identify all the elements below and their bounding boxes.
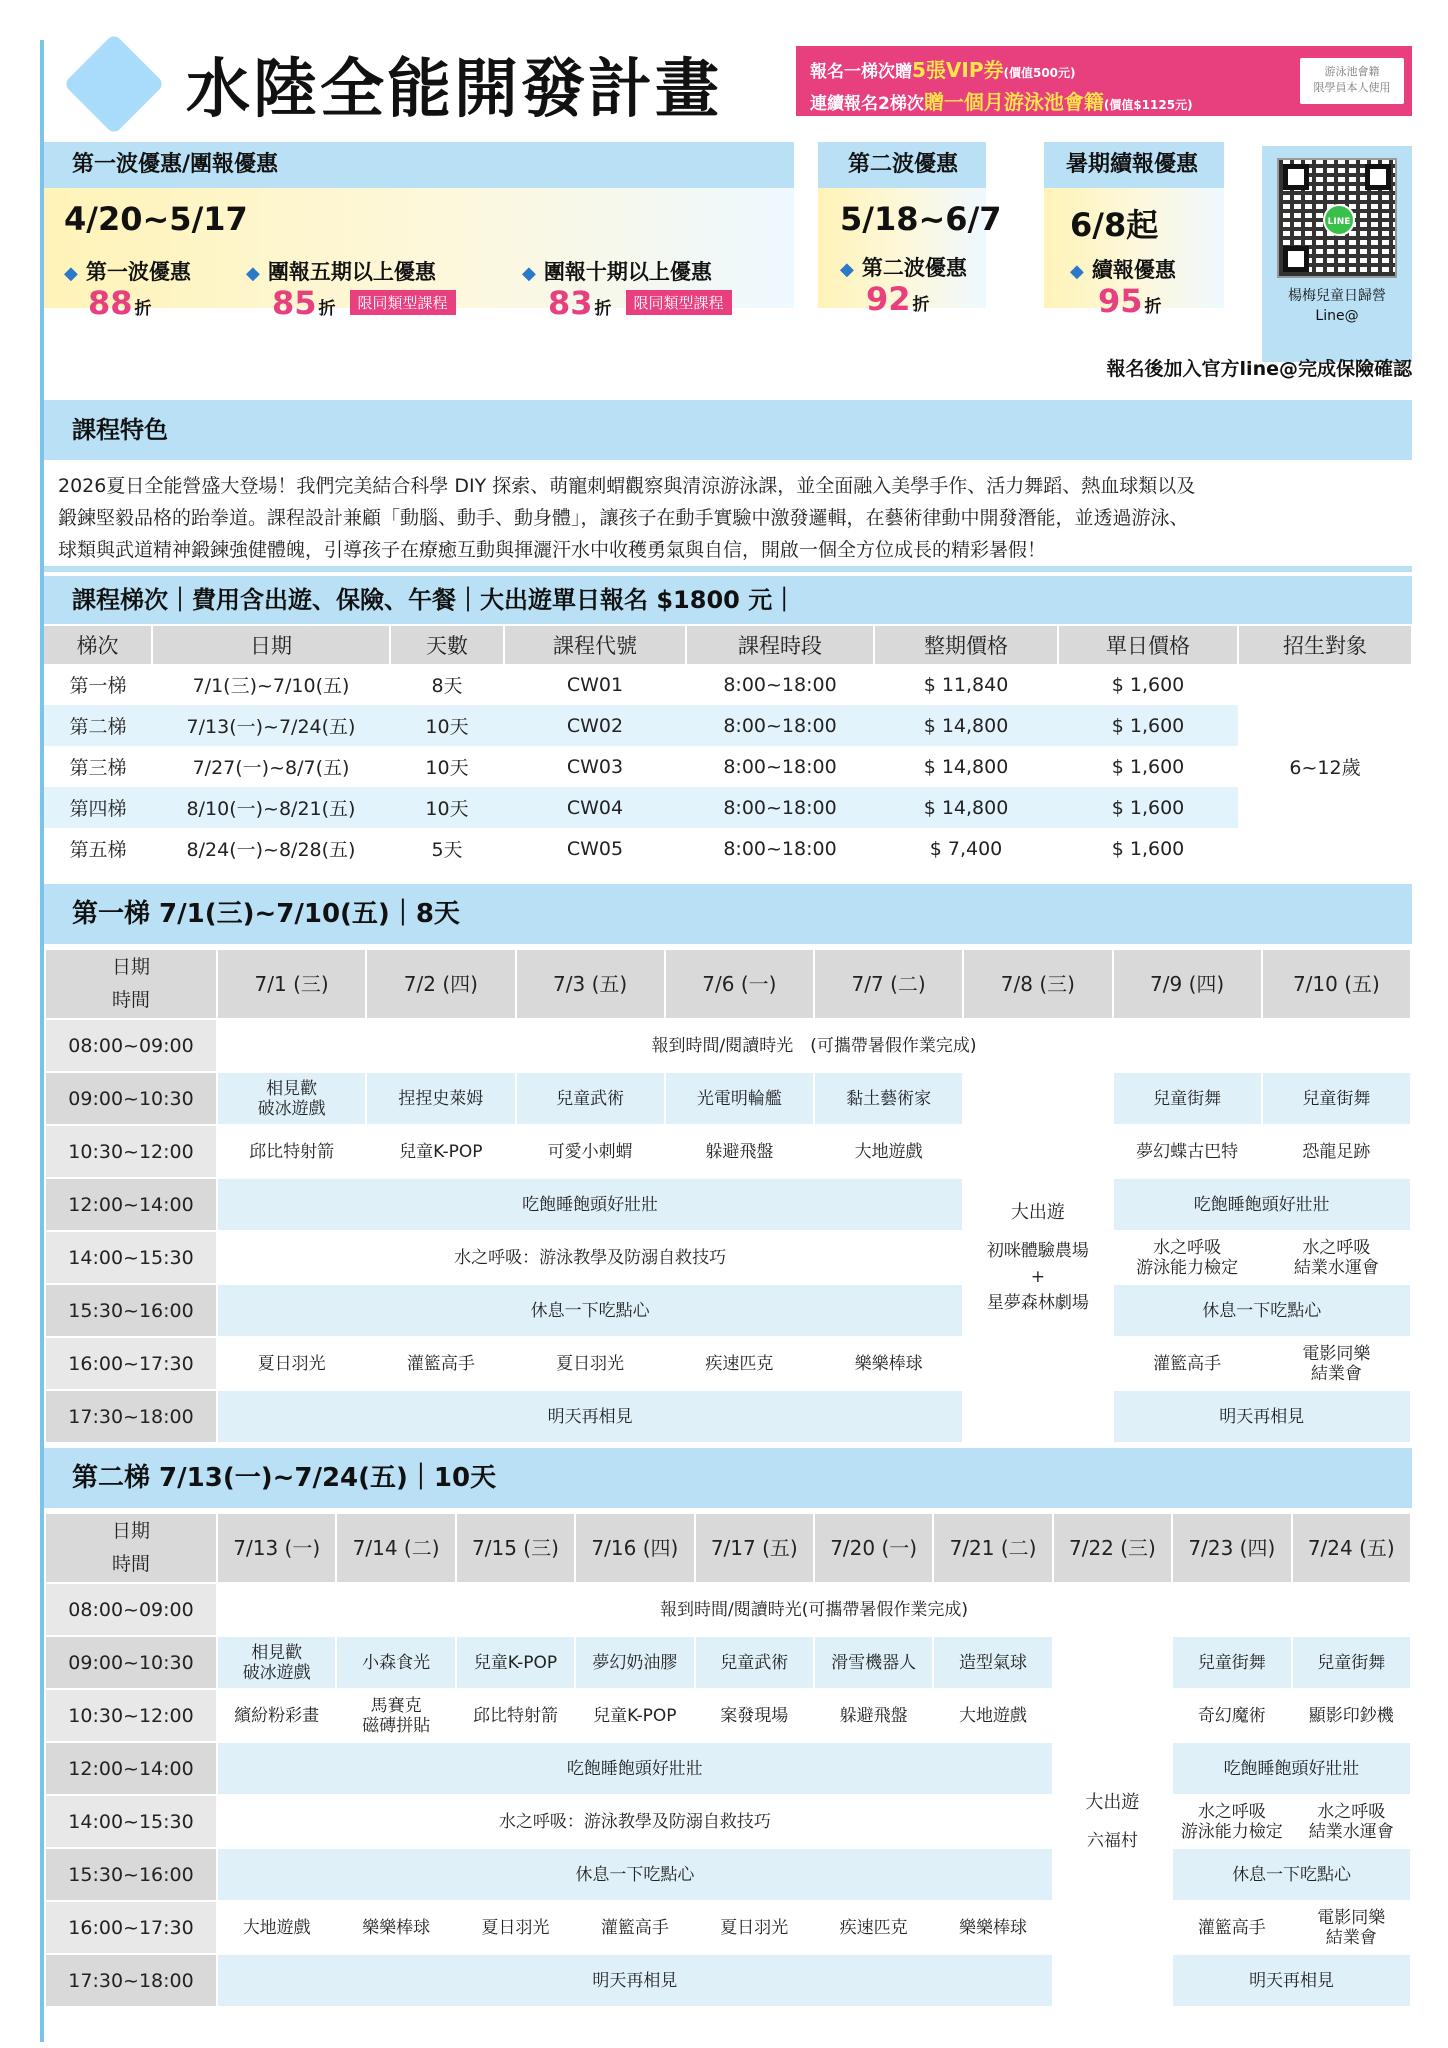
line-logo-icon: LINE <box>1323 204 1355 236</box>
tier-cell: 8:00~18:00 <box>723 837 837 860</box>
wave1-discount-1-value <box>88 284 152 322</box>
time-slot: 08:00~09:00 <box>45 1583 217 1636</box>
day-header: 7/10 (五) <box>1262 949 1411 1019</box>
activity-cell: 大地遊戲 <box>814 1125 963 1178</box>
activity-cell: 電影同樂 結業會 <box>1262 1337 1411 1390</box>
tier-cell: 8:00~18:00 <box>723 673 837 696</box>
activity-cell: 夢幻奶油膠 <box>575 1636 694 1689</box>
wave2-discount-value <box>866 280 930 318</box>
swim-test-cell: 水之呼吸 游泳能力檢定 <box>1172 1795 1291 1848</box>
activity-cell: 可愛小刺蝟 <box>516 1125 665 1178</box>
schedule-row <box>45 1795 1411 1848</box>
tier-target-cell: 6~12歲 <box>1289 757 1361 779</box>
time-slot: 10:30~12:00 <box>45 1125 217 1178</box>
time-slot: 17:30~18:00 <box>45 1390 217 1443</box>
wave1-discount-1 <box>64 256 191 286</box>
qr-caption <box>1262 286 1412 326</box>
qr-finder-icon <box>1283 164 1309 190</box>
day-header: 7/9 (四) <box>1113 949 1262 1019</box>
tier-cell: $ 14,800 <box>874 705 1058 746</box>
promo-side-line: 游泳池會籍 <box>1324 65 1380 78</box>
tier-cell: 10天 <box>390 787 504 828</box>
discount-unit: 折 <box>912 295 930 315</box>
tier-col-header: 課程代號 <box>504 626 686 664</box>
activity-cell: 恐龍足跡 <box>1262 1125 1411 1178</box>
schedule-row <box>45 1178 1411 1231</box>
discount-number: 88 <box>88 284 133 322</box>
wave1-discount-3 <box>522 256 712 286</box>
qr-caption-line: Line@ <box>1315 308 1359 324</box>
wave3-discount-value <box>1098 282 1162 320</box>
diamond-bullet-icon: ◆ <box>840 259 854 280</box>
tier-cell: 7/13(一)~7/24(五) <box>152 705 390 746</box>
discount-number: 95 <box>1098 282 1143 320</box>
tier-cell: $ 7,400 <box>929 837 1003 860</box>
diamond-bullet-icon: ◆ <box>522 263 536 284</box>
schedule-row <box>45 1689 1411 1742</box>
session1-day-row <box>45 949 1411 1019</box>
tier-col-header: 天數 <box>390 626 504 664</box>
day-header: 7/20 (一) <box>814 1513 933 1583</box>
activity-cell: 電影同樂 結業會 <box>1292 1901 1411 1954</box>
time-slot: 17:30~18:00 <box>45 1954 217 2007</box>
activity-cell: 馬賽克 磁磚拼貼 <box>336 1689 455 1742</box>
promo-highlight: 贈一個月游泳池會籍 <box>923 90 1104 114</box>
activity-cell: 樂樂棒球 <box>933 1901 1052 1954</box>
promo-line-2 <box>810 86 1193 115</box>
checkin-cell: 報到時間/閱讀時光 (可攜帶暑假作業完成) <box>217 1019 1411 1072</box>
goodbye-cell: 明天再相見 <box>217 1954 1053 2007</box>
activity-cell: 顯影印鈔機 <box>1292 1689 1411 1742</box>
date-label: 日期 <box>111 1520 150 1542</box>
swim-test-cell: 水之呼吸 游泳能力檢定 <box>1113 1231 1262 1284</box>
wave1-date: 4/20~5/17 <box>64 200 248 238</box>
tier-col-header: 梯次 <box>44 626 152 664</box>
wave1-panel <box>44 188 794 322</box>
activity-cell: 兒童街舞 <box>1172 1636 1291 1689</box>
schedule-row <box>45 1901 1411 1954</box>
goodbye-cell: 明天再相見 <box>217 1390 963 1443</box>
tier-col-header: 日期 <box>152 626 390 664</box>
tier-cell: $ 1,600 <box>1111 673 1185 696</box>
wave2-date: 5/18~6/7 <box>840 200 1002 238</box>
session2-schedule <box>44 1512 1412 2008</box>
time-slot: 12:00~14:00 <box>45 1178 217 1231</box>
tier-cell: 7/1(三)~7/10(五) <box>192 675 350 697</box>
schedule-row <box>45 1072 1411 1125</box>
activity-cell: 灌籃高手 <box>366 1337 515 1390</box>
tier-col-header: 整期價格 <box>874 626 1058 664</box>
schedule-row <box>45 1231 1411 1284</box>
tier-cell: 10天 <box>425 757 469 779</box>
schedule-row <box>45 1390 1411 1443</box>
diamond-icon <box>63 33 165 135</box>
diamond-bullet-icon: ◆ <box>64 263 78 284</box>
checkin-cell: 報到時間/閱讀時光(可攜帶暑假作業完成) <box>217 1583 1411 1636</box>
page-title: 水陸全能開發計畫 <box>186 53 722 127</box>
swim-meet-cell: 水之呼吸 結業水運會 <box>1262 1231 1411 1284</box>
session1-title: 第一梯 7/1(三)~7/10(五)｜8天 <box>44 884 1412 944</box>
activity-cell: 相見歡 破冰遊戲 <box>217 1072 366 1125</box>
wave3-date: 6/8起 <box>1070 206 1159 244</box>
tier-cell: 8:00~18:00 <box>723 755 837 778</box>
day-header: 7/15 (三) <box>456 1513 575 1583</box>
line-insurance-note: 報名後加入官方line@完成保險確認 <box>1106 358 1412 380</box>
day-header: 7/22 (三) <box>1053 1513 1172 1583</box>
swim-cell: 水之呼吸：游泳教學及防溺自救技巧 <box>217 1795 1053 1848</box>
session1-schedule <box>44 948 1412 1444</box>
day-header: 7/8 (三) <box>963 949 1112 1019</box>
discount-number: 92 <box>866 280 911 318</box>
date-time-label <box>45 1513 217 1583</box>
activity-cell: 夏日羽光 <box>695 1901 814 1954</box>
trip-label: 大出遊 <box>1085 1791 1140 1813</box>
features-line: 2026夏日全能營盛大登場！我們完美結合科學 DIY 探索、萌寵刺蝟觀察與清涼游泳課，並全面融入美學手作、活力舞蹈、熱血球類以及 <box>58 475 1196 497</box>
activity-cell: 夏日羽光 <box>516 1337 665 1390</box>
activity-cell: 案發現場 <box>695 1689 814 1742</box>
activity-cell: 夢幻蝶古巴特 <box>1113 1125 1262 1178</box>
discount-unit: 折 <box>134 299 152 319</box>
time-slot: 16:00~17:30 <box>45 1337 217 1390</box>
lunch-cell: 吃飽睡飽頭好壯壯 <box>217 1742 1053 1795</box>
schedule-row <box>45 1848 1411 1901</box>
wave2-discount <box>840 252 967 282</box>
table-row <box>44 746 1412 787</box>
activity-cell: 兒童K-POP <box>366 1125 515 1178</box>
promo-highlight: 5張VIP券 <box>912 58 1004 82</box>
day-header: 7/16 (四) <box>575 1513 694 1583</box>
tier-col-header: 課程時段 <box>686 626 874 664</box>
trip-place: 六福村 <box>1086 1830 1138 1851</box>
activity-cell: 兒童街舞 <box>1262 1072 1411 1125</box>
schedule-row <box>45 1954 1411 2007</box>
activity-cell: 奇幻魔術 <box>1172 1689 1291 1742</box>
lunch-cell: 吃飽睡飽頭好壯壯 <box>1172 1742 1411 1795</box>
activity-cell: 邱比特射箭 <box>456 1689 575 1742</box>
discount-number: 85 <box>272 284 317 322</box>
activity-cell: 疾速匹克 <box>665 1337 814 1390</box>
tier-cell: 8/10(一)~8/21(五) <box>152 787 390 828</box>
tier-cell: 7/27(一)~8/7(五) <box>192 757 350 779</box>
features-title: 課程特色 <box>44 400 1412 460</box>
promo-value: (價值$1125元) <box>1103 98 1193 112</box>
field-trip-cell <box>1053 1636 1172 2007</box>
schedule-row <box>45 1742 1411 1795</box>
table-row <box>44 705 1412 746</box>
activity-cell: 相見歡 破冰遊戲 <box>217 1636 336 1689</box>
activity-cell: 灌籃高手 <box>575 1901 694 1954</box>
tier-table <box>44 626 1413 869</box>
same-type-tag: 限同類型課程 <box>626 290 732 315</box>
activity-cell: 疾速匹克 <box>814 1901 933 1954</box>
field-trip-cell <box>963 1072 1112 1443</box>
day-header: 7/23 (四) <box>1172 1513 1291 1583</box>
day-header: 7/7 (二) <box>814 949 963 1019</box>
activity-cell: 捏捏史萊姆 <box>366 1072 515 1125</box>
activity-cell: 兒童K-POP <box>456 1636 575 1689</box>
goodbye-cell: 明天再相見 <box>1172 1954 1411 2007</box>
activity-cell: 夏日羽光 <box>217 1337 366 1390</box>
tier-cell: 8/24(一)~8/28(五) <box>186 839 356 861</box>
trip-plus: + <box>1030 1266 1045 1287</box>
tier-cell: $ 1,600 <box>1111 755 1185 778</box>
tier-cell: $ 1,600 <box>1058 787 1238 828</box>
schedule-row <box>45 1636 1411 1689</box>
table-row <box>44 787 1412 828</box>
tier-cell: 第四梯 <box>44 787 152 828</box>
time-label: 時間 <box>111 989 150 1011</box>
date-label: 日期 <box>111 956 150 978</box>
tier-col-header: 單日價格 <box>1058 626 1238 664</box>
time-label: 時間 <box>111 1553 150 1575</box>
day-header: 7/3 (五) <box>516 949 665 1019</box>
tier-cell: 第一梯 <box>69 675 127 697</box>
activity-cell: 邱比特射箭 <box>217 1125 366 1178</box>
discount-unit: 折 <box>594 299 612 319</box>
schedule-row <box>45 1125 1411 1178</box>
time-slot: 12:00~14:00 <box>45 1742 217 1795</box>
tier-cell: 8天 <box>431 675 463 697</box>
discount-label: 第一波優惠 <box>85 260 191 284</box>
promo-banner <box>796 46 1412 116</box>
snack-cell: 休息一下吃點心 <box>1172 1848 1411 1901</box>
activity-cell: 夏日羽光 <box>456 1901 575 1954</box>
activity-cell: 灌籃高手 <box>1172 1901 1291 1954</box>
qr-caption-line: 楊梅兒童日歸營 <box>1288 288 1386 304</box>
promo-text: 連續報名2梯次 <box>810 94 924 114</box>
wave3-title: 暑期續報優惠 <box>1044 142 1224 188</box>
promo-text: 報名一梯次贈 <box>810 62 912 82</box>
snack-cell: 休息一下吃點心 <box>1113 1284 1412 1337</box>
schedule-row <box>45 1019 1411 1072</box>
activity-cell: 樂樂棒球 <box>336 1901 455 1954</box>
activity-cell: 光電明輪艦 <box>665 1072 814 1125</box>
features-line: 球類與武道精神鍛鍊強健體魄，引導孩子在療癒互動與揮灑汗水中收穫勇氣與自信，開啟一個全方位成長的精彩暑假！ <box>58 539 1047 561</box>
activity-cell: 大地遊戲 <box>217 1901 336 1954</box>
lunch-cell: 吃飽睡飽頭好壯壯 <box>1113 1178 1412 1231</box>
wave2-title: 第二波優惠 <box>818 142 986 188</box>
discount-number: 83 <box>548 284 593 322</box>
day-header: 7/2 (四) <box>366 949 515 1019</box>
wave3-panel <box>1044 188 1224 320</box>
schedule-row <box>45 1284 1411 1337</box>
promo-side-line: 限學員本人使用 <box>1313 81 1391 94</box>
qr-finder-icon <box>1365 164 1391 190</box>
wave1-discount-3-value <box>548 284 732 322</box>
wave1-discount-2 <box>246 256 436 286</box>
activity-cell: 滑雪機器人 <box>814 1636 933 1689</box>
discount-label: 續報優惠 <box>1091 258 1176 282</box>
day-header: 7/17 (五) <box>695 1513 814 1583</box>
session2-day-row <box>45 1513 1411 1583</box>
activity-cell: 兒童武術 <box>695 1636 814 1689</box>
day-header: 7/6 (一) <box>665 949 814 1019</box>
session2-title: 第二梯 7/13(一)~7/24(五)｜10天 <box>44 1448 1412 1508</box>
tier-cell: $ 14,800 <box>874 787 1058 828</box>
tier-cell: CW03 <box>566 755 624 778</box>
swim-meet-cell: 水之呼吸 結業水運會 <box>1292 1795 1411 1848</box>
activity-cell: 躲避飛盤 <box>814 1689 933 1742</box>
snack-cell: 休息一下吃點心 <box>217 1848 1053 1901</box>
discount-label: 第二波優惠 <box>861 256 967 280</box>
wave2-panel <box>818 188 1002 318</box>
discount-label: 團報十期以上優惠 <box>543 260 712 284</box>
time-slot: 14:00~15:30 <box>45 1795 217 1848</box>
time-slot: 09:00~10:30 <box>45 1072 217 1125</box>
tier-cell: 第三梯 <box>69 757 127 779</box>
day-header: 7/1 (三) <box>217 949 366 1019</box>
lunch-cell: 吃飽睡飽頭好壯壯 <box>217 1178 963 1231</box>
discount-label: 團報五期以上優惠 <box>267 260 436 284</box>
day-header: 7/14 (二) <box>336 1513 455 1583</box>
same-type-tag: 限同類型課程 <box>350 290 456 315</box>
snack-cell: 休息一下吃點心 <box>217 1284 963 1337</box>
activity-cell: 大地遊戲 <box>933 1689 1052 1742</box>
activity-cell: 兒童K-POP <box>575 1689 694 1742</box>
discount-unit: 折 <box>1144 297 1162 317</box>
trip-place: 初咪體驗農場 <box>986 1240 1089 1261</box>
trip-place: 星夢森林劇場 <box>986 1292 1089 1313</box>
swim-cell: 水之呼吸：游泳教學及防溺自救技巧 <box>217 1231 963 1284</box>
activity-cell: 躲避飛盤 <box>665 1125 814 1178</box>
diamond-bullet-icon: ◆ <box>1070 261 1084 282</box>
tier-header-row <box>44 626 1412 664</box>
activity-cell: 兒童街舞 <box>1292 1636 1411 1689</box>
line-qr-card <box>1262 146 1412 362</box>
schedule-row <box>45 1337 1411 1390</box>
tier-section-title: 課程梯次｜費用含出遊、保險、午餐｜大出遊單日報名 $1800 元｜ <box>44 576 1412 624</box>
qr-finder-icon <box>1283 246 1309 272</box>
trip-label: 大出遊 <box>1010 1201 1065 1223</box>
features-text <box>44 460 1412 572</box>
tier-cell: 第二梯 <box>44 705 152 746</box>
tier-cell: $ 1,600 <box>1111 837 1185 860</box>
wave1-title: 第一波優惠/團報優惠 <box>44 142 794 188</box>
activity-cell: 灌籃高手 <box>1113 1337 1262 1390</box>
diamond-bullet-icon: ◆ <box>246 263 260 284</box>
activity-cell: 樂樂棒球 <box>814 1337 963 1390</box>
wave1-discount-2-value <box>272 284 456 322</box>
features-line: 鍛鍊堅毅品格的跆拳道。課程設計兼顧「動腦、動手、動身體」，讓孩子在動手實驗中激發邏輯，在藝術律動中開發潛能，並透過游泳、 <box>58 507 1189 529</box>
promo-side-note <box>1300 58 1404 104</box>
activity-cell: 兒童武術 <box>516 1072 665 1125</box>
date-time-label <box>45 949 217 1019</box>
wave3-discount <box>1070 254 1176 284</box>
tier-cell: $ 1,600 <box>1058 705 1238 746</box>
tier-cell: CW04 <box>504 787 686 828</box>
tier-cell: 8:00~18:00 <box>686 705 874 746</box>
tier-cell: 8:00~18:00 <box>686 787 874 828</box>
activity-cell: 造型氣球 <box>933 1636 1052 1689</box>
time-slot: 14:00~15:30 <box>45 1231 217 1284</box>
discount-unit: 折 <box>318 299 336 319</box>
activity-cell: 繽紛粉彩畫 <box>217 1689 336 1742</box>
promo-line-1 <box>810 54 1076 83</box>
time-slot: 10:30~12:00 <box>45 1689 217 1742</box>
activity-cell: 小森食光 <box>336 1636 455 1689</box>
goodbye-cell: 明天再相見 <box>1113 1390 1412 1443</box>
time-slot: 15:30~16:00 <box>45 1284 217 1337</box>
time-slot: 15:30~16:00 <box>45 1848 217 1901</box>
day-header: 7/24 (五) <box>1292 1513 1411 1583</box>
tier-cell: CW01 <box>566 673 624 696</box>
table-row <box>44 664 1412 705</box>
tier-cell: CW05 <box>566 837 624 860</box>
tier-cell: CW02 <box>504 705 686 746</box>
promo-value: (價值500元) <box>1003 66 1076 80</box>
schedule-row <box>45 1583 1411 1636</box>
table-row <box>44 828 1412 869</box>
tier-cell: $ 11,840 <box>923 673 1009 696</box>
tier-cell: $ 14,800 <box>923 755 1009 778</box>
day-header: 7/13 (一) <box>217 1513 336 1583</box>
tier-col-header: 招生對象 <box>1238 626 1412 664</box>
qr-code-icon[interactable] <box>1277 158 1397 278</box>
flyer-page <box>44 36 1412 2042</box>
day-header: 7/21 (二) <box>933 1513 1052 1583</box>
activity-cell: 兒童街舞 <box>1113 1072 1262 1125</box>
tier-cell: 10天 <box>390 705 504 746</box>
time-slot: 09:00~10:30 <box>45 1636 217 1689</box>
activity-cell: 黏土藝術家 <box>814 1072 963 1125</box>
time-slot: 16:00~17:30 <box>45 1901 217 1954</box>
tier-cell: 5天 <box>431 839 463 861</box>
time-slot: 08:00~09:00 <box>45 1019 217 1072</box>
tier-cell: 第五梯 <box>69 839 127 861</box>
